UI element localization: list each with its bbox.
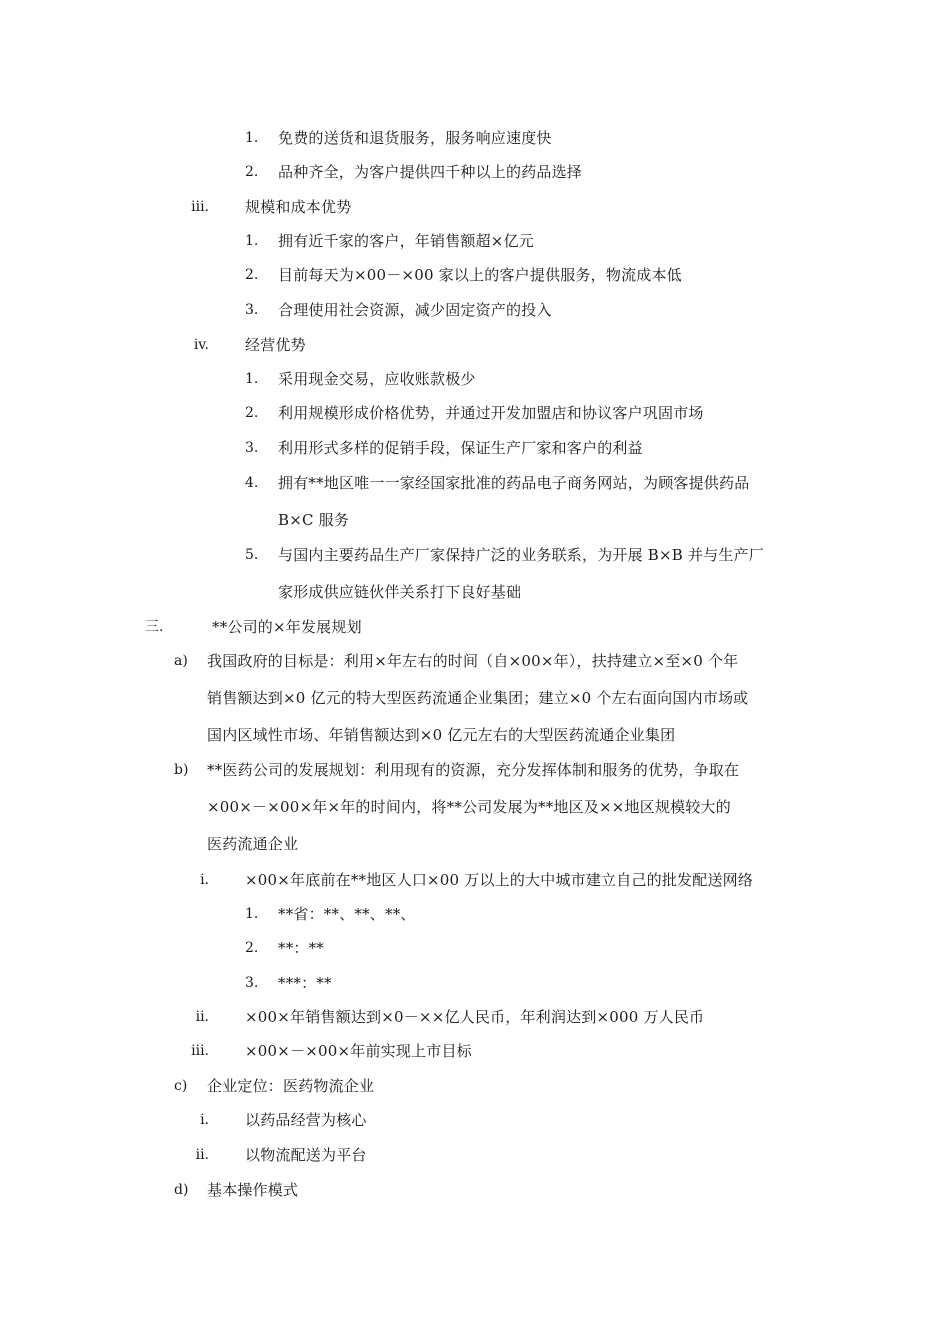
list-marker: ii. — [195, 1147, 209, 1163]
chapter-heading: **公司的×年发展规划 — [212, 618, 362, 636]
list-marker: iii. — [191, 1043, 209, 1059]
list-marker: iii. — [191, 199, 209, 215]
list-marker: 1. — [245, 906, 259, 922]
list-marker: 2. — [245, 164, 259, 180]
list-item-continuation: B×C 服务 — [278, 511, 350, 529]
list-item-continuation: 家形成供应链伙伴关系打下良好基础 — [278, 583, 522, 601]
list-item: **省：**、**、**、 — [278, 905, 416, 923]
list-marker: i. — [200, 1112, 209, 1128]
paragraph-line: ×00×－×00×年×年的时间内，将**公司发展为**地区及××地区规模较大的 — [207, 798, 731, 816]
list-marker: ii. — [195, 1009, 209, 1025]
list-item: 与国内主要药品生产厂家保持广泛的业务联系，为开展 B×B 并与生产厂 — [278, 546, 764, 564]
list-marker: 3. — [245, 302, 259, 318]
list-marker: 三. — [145, 619, 164, 635]
section-heading: 经营优势 — [245, 336, 306, 354]
list-marker: 1. — [245, 130, 259, 146]
list-marker: 1. — [245, 371, 259, 387]
list-item: 利用规模形成价格优势，并通过开发加盟店和协议客户巩固市场 — [278, 404, 704, 422]
list-item: 品种齐全，为客户提供四千种以上的药品选择 — [278, 163, 583, 181]
list-marker: 5. — [245, 547, 259, 563]
list-item: 免费的送货和退货服务，服务响应速度快 — [278, 129, 552, 147]
list-marker: c) — [174, 1078, 188, 1094]
list-marker: 2. — [245, 940, 259, 956]
list-item: ***：** — [278, 974, 332, 992]
list-marker: 2. — [245, 405, 259, 421]
list-item: 以药品经营为核心 — [245, 1111, 367, 1129]
list-marker: 2. — [245, 267, 259, 283]
list-marker: 1. — [245, 233, 259, 249]
paragraph-line: **医药公司的发展规划：利用现有的资源，充分发挥体制和服务的优势，争取在 — [207, 761, 740, 779]
section-heading: 规模和成本优势 — [245, 198, 352, 216]
list-marker: a) — [174, 653, 188, 669]
list-item: ×00×－×00×年前实现上市目标 — [245, 1042, 472, 1060]
paragraph-line: 医药流通企业 — [207, 835, 299, 853]
list-item: 拥有**地区唯一一家经国家批准的药品电子商务网站，为顾客提供药品 — [278, 474, 750, 492]
list-item: ×00×年底前在**地区人口×00 万以上的大中城市建立自己的批发配送网络 — [245, 871, 754, 889]
list-marker: 3. — [245, 440, 259, 456]
paragraph-line: 基本操作模式 — [207, 1181, 299, 1199]
list-marker: 3. — [245, 975, 259, 991]
list-marker: 4. — [245, 475, 259, 491]
paragraph-line: 企业定位：医药物流企业 — [207, 1077, 375, 1095]
list-marker: iv. — [193, 337, 209, 353]
list-marker: d) — [174, 1182, 189, 1198]
list-item: 利用形式多样的促销手段，保证生产厂家和客户的利益 — [278, 439, 643, 457]
paragraph-line: 国内区域性市场、年销售额达到×0 亿元左右的大型医药流通企业集团 — [207, 726, 676, 744]
list-item: 合理使用社会资源，减少固定资产的投入 — [278, 301, 552, 319]
list-item: ×00×年销售额达到×0－××亿人民币，年利润达到×000 万人民币 — [245, 1008, 705, 1026]
list-item: 采用现金交易，应收账款极少 — [278, 370, 476, 388]
paragraph-line: 销售额达到×0 亿元的特大型医药流通企业集团；建立×0 个左右面向国内市场或 — [207, 689, 749, 707]
list-item: 目前每天为×00－×00 家以上的客户提供服务，物流成本低 — [278, 266, 682, 284]
list-marker: i. — [200, 872, 209, 888]
list-item: **：** — [278, 939, 325, 957]
paragraph-line: 我国政府的目标是：利用×年左右的时间（自×00×年），扶持建立×至×0 个年 — [207, 652, 739, 670]
list-marker: b) — [174, 762, 189, 778]
list-item: 以物流配送为平台 — [245, 1146, 367, 1164]
list-item: 拥有近千家的客户，年销售额超×亿元 — [278, 232, 534, 250]
